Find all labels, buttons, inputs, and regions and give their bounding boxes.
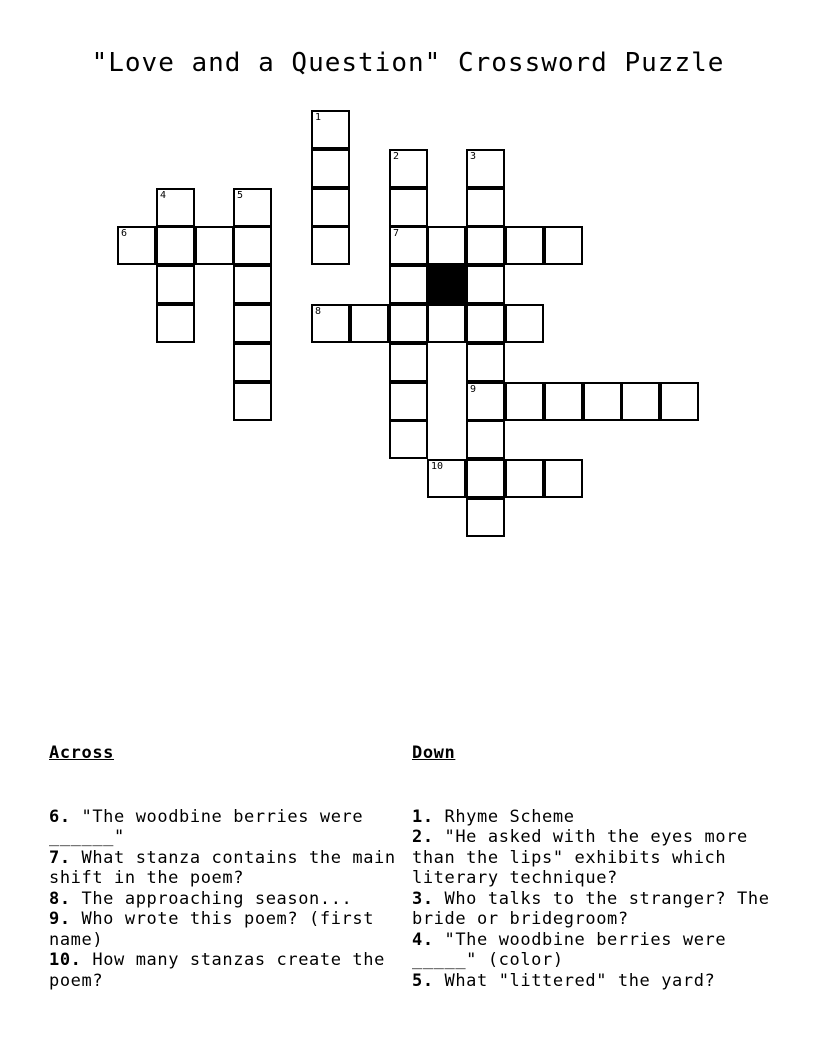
grid-cell[interactable]	[156, 226, 195, 265]
clue-number: 3.	[412, 888, 434, 909]
grid-cell[interactable]	[311, 188, 350, 227]
page-title: "Love and a Question" Crossword Puzzle	[91, 48, 725, 78]
grid-cell[interactable]	[466, 459, 505, 498]
clue-text: "The woodbine berries were _____" (color)	[412, 929, 738, 970]
grid-cell[interactable]	[466, 265, 505, 304]
grid-cell[interactable]	[117, 226, 156, 265]
grid-cell[interactable]	[427, 226, 466, 265]
clue-number: 9	[470, 384, 477, 395]
clue-text: What "littered" the yard?	[444, 970, 716, 991]
clue-number: 10	[431, 461, 444, 472]
grid-cell[interactable]	[233, 226, 272, 265]
clue-text: Rhyme Scheme	[444, 806, 575, 827]
grid-cell[interactable]	[389, 149, 428, 188]
grid-cell[interactable]	[389, 382, 428, 421]
grid-cell[interactable]	[233, 343, 272, 382]
clue-text: The approaching season...	[81, 888, 353, 909]
grid-cell[interactable]	[233, 382, 272, 421]
grid-cell[interactable]	[233, 304, 272, 343]
grid-cell[interactable]	[389, 226, 428, 265]
grid-cell[interactable]	[466, 498, 505, 537]
down-clue	[412, 888, 781, 930]
down-clue	[412, 807, 772, 828]
clue-number: 4	[160, 190, 167, 201]
grid-cell[interactable]	[311, 304, 350, 343]
down-heading: Down	[412, 743, 456, 763]
grid-cell[interactable]	[427, 304, 466, 343]
down-clue	[412, 971, 772, 992]
grid-cell[interactable]	[389, 188, 428, 227]
grid-cell[interactable]	[195, 226, 234, 265]
black-square	[427, 265, 466, 304]
grid-cell[interactable]	[466, 343, 505, 382]
grid-cell[interactable]	[466, 188, 505, 227]
clue-number: 7.	[49, 847, 71, 868]
clue-text: What stanza contains the main shift in the poem?	[49, 847, 407, 888]
clue-number: 5.	[412, 970, 434, 991]
clue-number: 2	[393, 151, 400, 162]
clue-text: "He asked with the eyes more than the lips" exhibits which literary technique?	[412, 827, 759, 888]
across-clue	[49, 889, 399, 910]
grid-cell[interactable]	[311, 226, 350, 265]
clue-number: 1.	[412, 806, 434, 827]
grid-cell[interactable]	[505, 304, 544, 343]
clue-number: 10.	[49, 950, 82, 970]
across-clue	[49, 847, 407, 889]
grid-cell[interactable]	[505, 226, 544, 265]
grid-cell[interactable]	[389, 420, 428, 459]
across-clues	[49, 702, 407, 1012]
clue-number: 3	[470, 151, 477, 162]
clue-number: 6.	[49, 806, 71, 827]
grid-cell[interactable]	[544, 459, 583, 498]
grid-cell[interactable]	[156, 188, 195, 227]
across-clue	[49, 807, 399, 848]
down-clue	[412, 827, 772, 889]
grid-cell[interactable]	[427, 459, 466, 498]
grid-cell[interactable]	[233, 188, 272, 227]
grid-cell[interactable]	[544, 382, 583, 421]
grid-cell[interactable]	[505, 382, 544, 421]
across-clue-list	[49, 806, 407, 992]
grid-cell[interactable]	[621, 382, 660, 421]
clue-number: 2.	[412, 827, 434, 847]
grid-cell[interactable]	[505, 459, 544, 498]
down-clue	[412, 930, 772, 971]
down-clue-list	[412, 806, 781, 992]
across-clue	[49, 909, 399, 950]
grid-cell[interactable]	[389, 304, 428, 343]
grid-cell[interactable]	[544, 226, 583, 265]
clue-number: 6	[121, 228, 128, 239]
grid-cell[interactable]	[466, 382, 505, 421]
grid-cell[interactable]	[156, 265, 195, 304]
clue-text: How many stanzas create the poem?	[49, 950, 396, 991]
across-clue	[49, 950, 399, 991]
grid-cell[interactable]	[466, 149, 505, 188]
grid-cell[interactable]	[389, 265, 428, 304]
grid-cell[interactable]	[660, 382, 699, 421]
clue-number: 7	[393, 228, 400, 239]
grid-cell[interactable]	[466, 226, 505, 265]
clue-text: "The woodbine berries were ______"	[49, 806, 375, 847]
clue-text: Who wrote this poem? (first name)	[49, 909, 385, 950]
grid-cell[interactable]	[350, 304, 389, 343]
grid-cell[interactable]	[583, 382, 622, 421]
grid-cell[interactable]	[156, 304, 195, 343]
clue-number: 1	[315, 112, 322, 123]
grid-cell[interactable]	[233, 265, 272, 304]
down-clues	[412, 702, 781, 1012]
grid-cell[interactable]	[311, 110, 350, 149]
clue-number: 4.	[412, 929, 434, 950]
grid-cell[interactable]	[311, 149, 350, 188]
clue-number: 8	[315, 306, 322, 317]
clue-number: 9.	[49, 909, 71, 929]
clue-number: 5	[237, 190, 244, 201]
clue-text: Who talks to the stranger? The bride or bridegroom?	[412, 888, 781, 929]
grid-cell[interactable]	[389, 343, 428, 382]
clue-number: 8.	[49, 888, 71, 909]
grid-cell[interactable]	[466, 420, 505, 459]
across-heading: Across	[49, 743, 115, 763]
grid-cell[interactable]	[466, 304, 505, 343]
